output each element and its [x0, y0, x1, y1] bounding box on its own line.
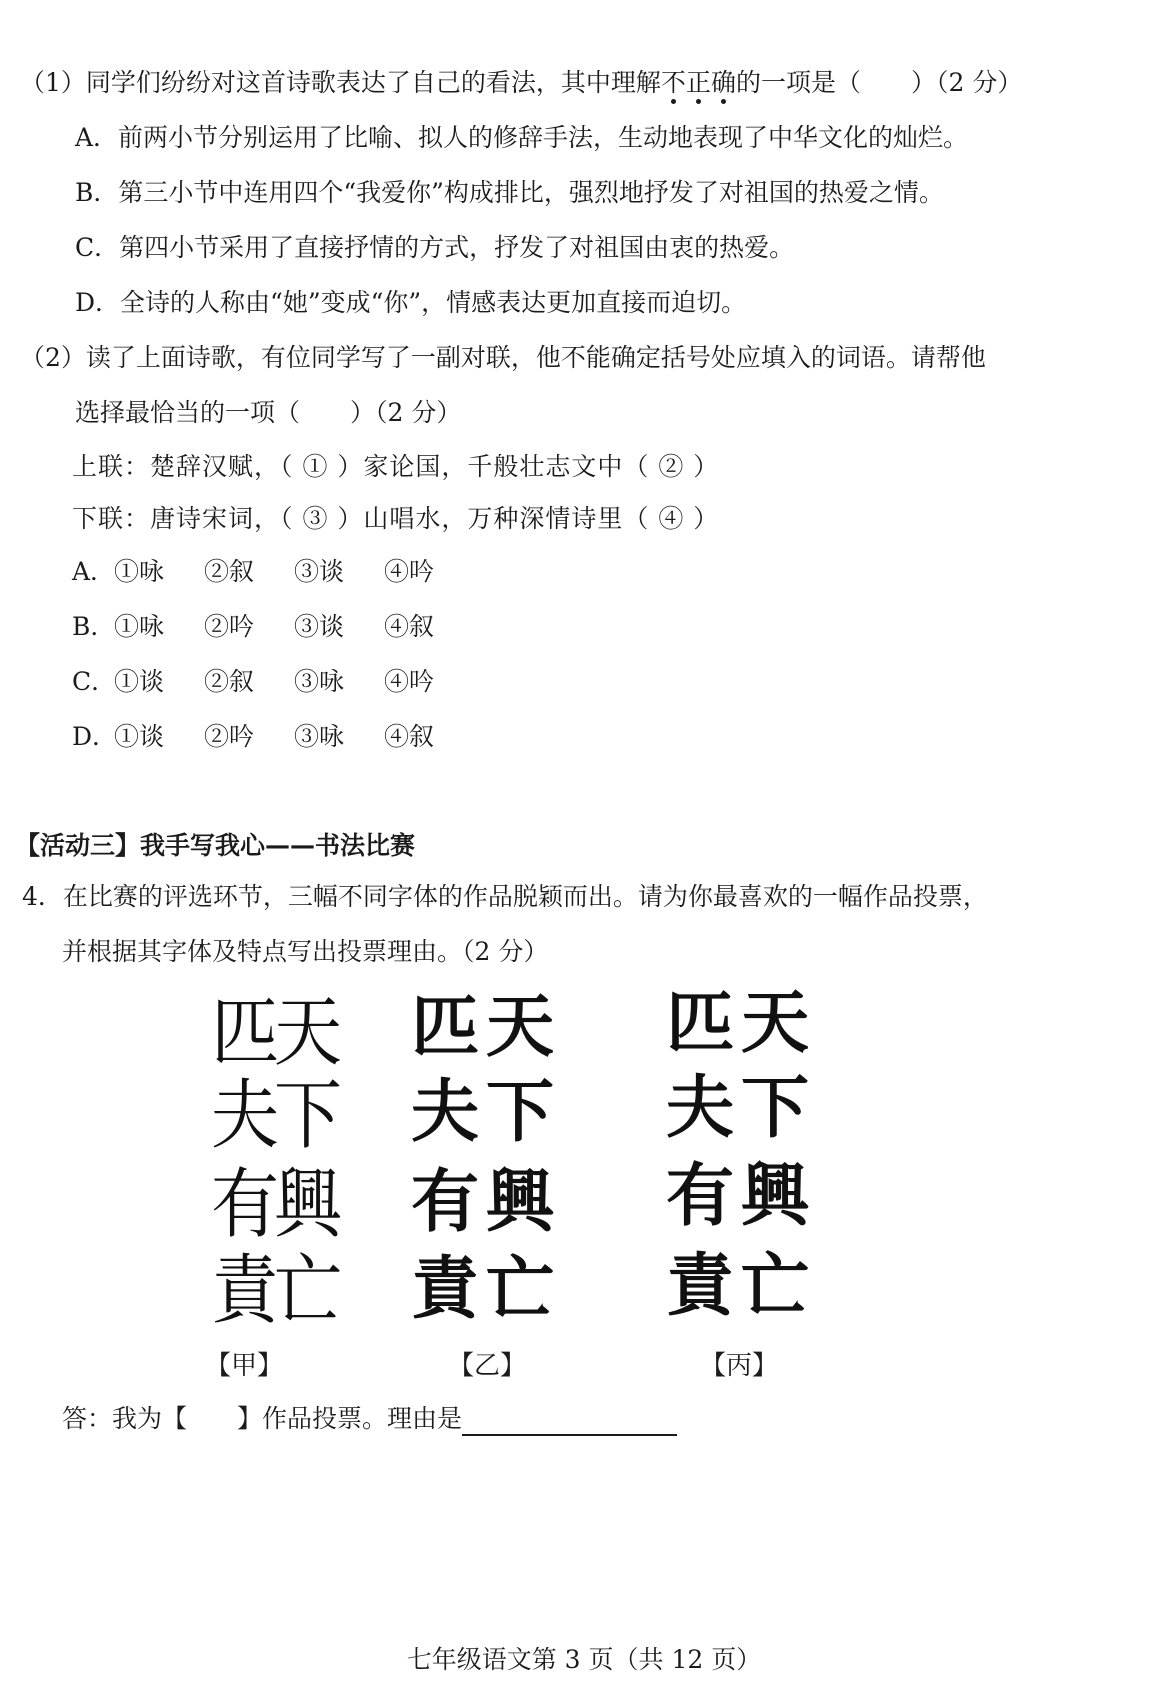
callig-char: 責	[210, 1247, 279, 1336]
work-label-jia: 【甲】	[205, 1351, 284, 1381]
option-item: ②吟	[204, 722, 255, 751]
option-item: ④吟	[384, 557, 435, 586]
q1-stem-dotted-2: 正	[685, 68, 711, 97]
q1-stem-part-b: 的一项是（ ）（2 分）	[735, 68, 1023, 97]
q1-stem-part-a: （1）同学们纷纷对这首诗歌表达了自己的看法，其中理解	[20, 68, 661, 97]
q1-stem-dotted-3: 确	[710, 68, 736, 97]
q4-stem-line1: 4．在比赛的评选环节，三幅不同字体的作品脱颖而出。请为你最喜欢的一幅作品投票，	[22, 882, 988, 911]
callig-char: 匹	[410, 987, 479, 1067]
q1-stem-dotted-1: 不	[660, 68, 686, 97]
callig-char: 天	[740, 984, 809, 1063]
callig-char: 天	[273, 989, 342, 1078]
couplet-lower: 下联：唐诗宋词，（ ③ ）山唱水，万种深情诗里（ ④ ）	[72, 504, 720, 533]
callig-char: 夫	[410, 1072, 479, 1152]
option-item: ④叙	[384, 612, 435, 641]
option-item: ②叙	[204, 667, 255, 696]
answer-prompt: 答：我为【 】作品投票。理由是	[62, 1404, 463, 1433]
callig-char: 責	[665, 1247, 734, 1326]
page-footer: 七年级语文第 3 页（共 12 页）	[406, 1645, 762, 1674]
q2-option-c	[72, 665, 474, 699]
option-item: ①谈	[114, 667, 165, 696]
callig-char: 天	[485, 987, 554, 1067]
callig-char: 有	[665, 1157, 734, 1236]
option-item: ①咏	[114, 557, 165, 586]
q1-option-b: B．第三小节中连用四个“我爱你”构成排比，强烈地抒发了对祖国的热爱之情。	[75, 178, 944, 207]
work-label-yi: 【乙】	[448, 1351, 527, 1381]
q2-option-d	[72, 720, 474, 754]
option-item: ①谈	[114, 722, 165, 751]
callig-char: 夫	[665, 1069, 734, 1148]
option-letter: D．	[72, 722, 118, 751]
callig-char: 下	[485, 1072, 554, 1152]
option-item: ③谈	[294, 612, 345, 641]
q4-stem-line2: 并根据其字体及特点写出投票理由。（2 分）	[62, 937, 549, 966]
option-letter: B．	[72, 612, 116, 641]
option-item: ①咏	[114, 612, 165, 641]
option-letter: A．	[72, 557, 116, 586]
answer-blank[interactable]	[462, 1404, 677, 1436]
callig-char: 匹	[210, 989, 279, 1078]
callig-char: 興	[740, 1157, 809, 1236]
q1-option-a: A．前两小节分别运用了比喻、拟人的修辞手法，生动地表现了中华文化的灿烂。	[75, 123, 969, 152]
callig-char: 亡	[485, 1249, 554, 1329]
q2-option-a	[72, 555, 474, 589]
q1-option-c: C．第四小节采用了直接抒情的方式，抒发了对祖国由衷的热爱。	[75, 233, 795, 262]
work-label-bing: 【丙】	[700, 1351, 779, 1381]
callig-char: 夫	[210, 1072, 279, 1161]
q4-answer	[62, 1402, 677, 1436]
option-item: ②吟	[204, 612, 255, 641]
callig-char: 有	[410, 1162, 479, 1242]
option-item: ③咏	[294, 722, 345, 751]
option-item: ④吟	[384, 667, 435, 696]
q1-stem	[20, 66, 1022, 100]
option-item: ④叙	[384, 722, 435, 751]
q2-stem-line1: （2）读了上面诗歌，有位同学写了一副对联，他不能确定括号处应填入的词语。请帮他	[20, 343, 986, 372]
couplet-upper: 上联：楚辞汉赋，（ ① ）家论国，千般壮志文中（ ② ）	[72, 452, 720, 481]
option-item: ②叙	[204, 557, 255, 586]
option-item: ③咏	[294, 667, 345, 696]
q2-option-b	[72, 610, 474, 644]
callig-char: 亡	[740, 1247, 809, 1326]
callig-char: 興	[485, 1162, 554, 1242]
callig-char: 興	[273, 1161, 342, 1250]
callig-char: 匹	[665, 984, 734, 1063]
q1-option-d: D．全诗的人称由“她”变成“你”，情感表达更加直接而迫切。	[75, 288, 747, 317]
activity3-heading: 【活动三】我手写我心——书法比赛	[15, 831, 416, 860]
q2-stem-line2: 选择最恰当的一项（ ）（2 分）	[75, 398, 462, 427]
option-item: ③谈	[294, 557, 345, 586]
callig-char: 下	[740, 1069, 809, 1148]
callig-char: 下	[273, 1072, 342, 1161]
callig-char: 亡	[273, 1247, 342, 1336]
option-letter: C．	[72, 667, 117, 696]
callig-char: 有	[210, 1161, 279, 1250]
callig-char: 責	[410, 1249, 479, 1329]
